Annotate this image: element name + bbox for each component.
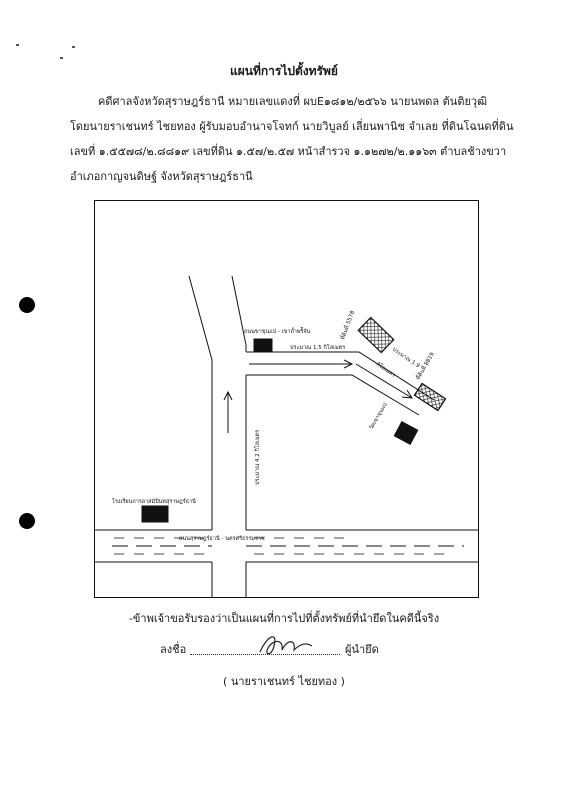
- highway-label: ถนนสุราษฎร์ธานี - นครศรีธรรมราช: [179, 536, 265, 542]
- signature-row: [160, 640, 490, 664]
- paragraph-line-4: อำเภอกาญจนดิษฐ์ จังหวัดสุราษฎร์ธานี: [70, 170, 253, 183]
- document-title: แผนที่การไปตั้งทรัพย์: [230, 64, 338, 78]
- distance-diag-label-1: ประมาณ 1.9: [390, 346, 421, 370]
- paragraph-line-3: เลขที่ ๑.๕๕๗๘/๒.๘๘๑๙ เลขที่ดิน ๑.๕๗/๒.๕๗ หน้าสำรวจ ๑.๑๒๗๒/๒.๑๑๖๓ ตำบลช้างขวา: [70, 145, 507, 158]
- scan-speck: [16, 44, 19, 46]
- land-plot-1: [358, 317, 394, 352]
- plot2-label: ที่ดินที่ 8819: [415, 351, 436, 381]
- scan-speck: [60, 57, 63, 59]
- school-building: [142, 506, 168, 522]
- arrow-north: [224, 392, 232, 433]
- plot1-label: ที่ดินที่ 5578: [340, 310, 357, 341]
- handwritten-signature: [250, 630, 320, 660]
- distance-diag-label-2: กิโลเมตร: [374, 361, 397, 379]
- location-map: [94, 200, 479, 598]
- land-plot-2: [414, 384, 445, 411]
- punch-hole-bottom: [19, 513, 35, 529]
- scan-speck: [72, 46, 75, 48]
- temple-label: วัดเขาขุนแป: [368, 402, 389, 431]
- paragraph-line-1: คดีศาลจังหวัดสุราษฎร์ธานี หมายเลขแดงที่ ผบE๑๘๑๒/๒๕๖๖ นายนพดล ต้นติยวุฒิ: [98, 95, 488, 108]
- main-road-left-edge: [189, 276, 212, 530]
- branch-road-bottom-edge: [246, 375, 419, 415]
- temple-building: [394, 422, 417, 445]
- signature-role: ผู้นำยึด: [345, 643, 379, 656]
- distance-main-label: ประมาณ 4.2 กิโลเมตร: [255, 429, 261, 485]
- signer-name: ( นายราเชนทร์ ไชยทอง ): [223, 675, 345, 688]
- school-label: โรงเรียนการอาสมัปันทสุราษฎร์ธานี: [112, 499, 196, 505]
- arrow-east: [249, 360, 352, 368]
- main-road-right-edge: [232, 276, 246, 352]
- distance-branch-label: ประมาณ 1.5 กิโลเมตร: [290, 345, 346, 351]
- road-branch-label: ถนนขาขุนแป - เขาถ้ำพริีจัน: [244, 329, 311, 335]
- certification-statement: -ข้าพเจ้าขอรับรองว่าเป็นแผนที่การไปที่ตั้งทรัพย์ที่นำยึดในคดีนี้จริง: [128, 612, 440, 625]
- landmark-road-junction: [254, 339, 272, 351]
- signature-label: ลงชื่อ: [160, 643, 187, 656]
- paragraph-line-2: โดยนายราเชนทร์ ไชยทอง ผู้รับมอบอำนาจโจทก์ นายวิบูลย์ เลี่ยนพานิช จำเลย ที่ดินโฉนดที่ดิน: [70, 120, 514, 133]
- punch-hole-top: [19, 297, 35, 313]
